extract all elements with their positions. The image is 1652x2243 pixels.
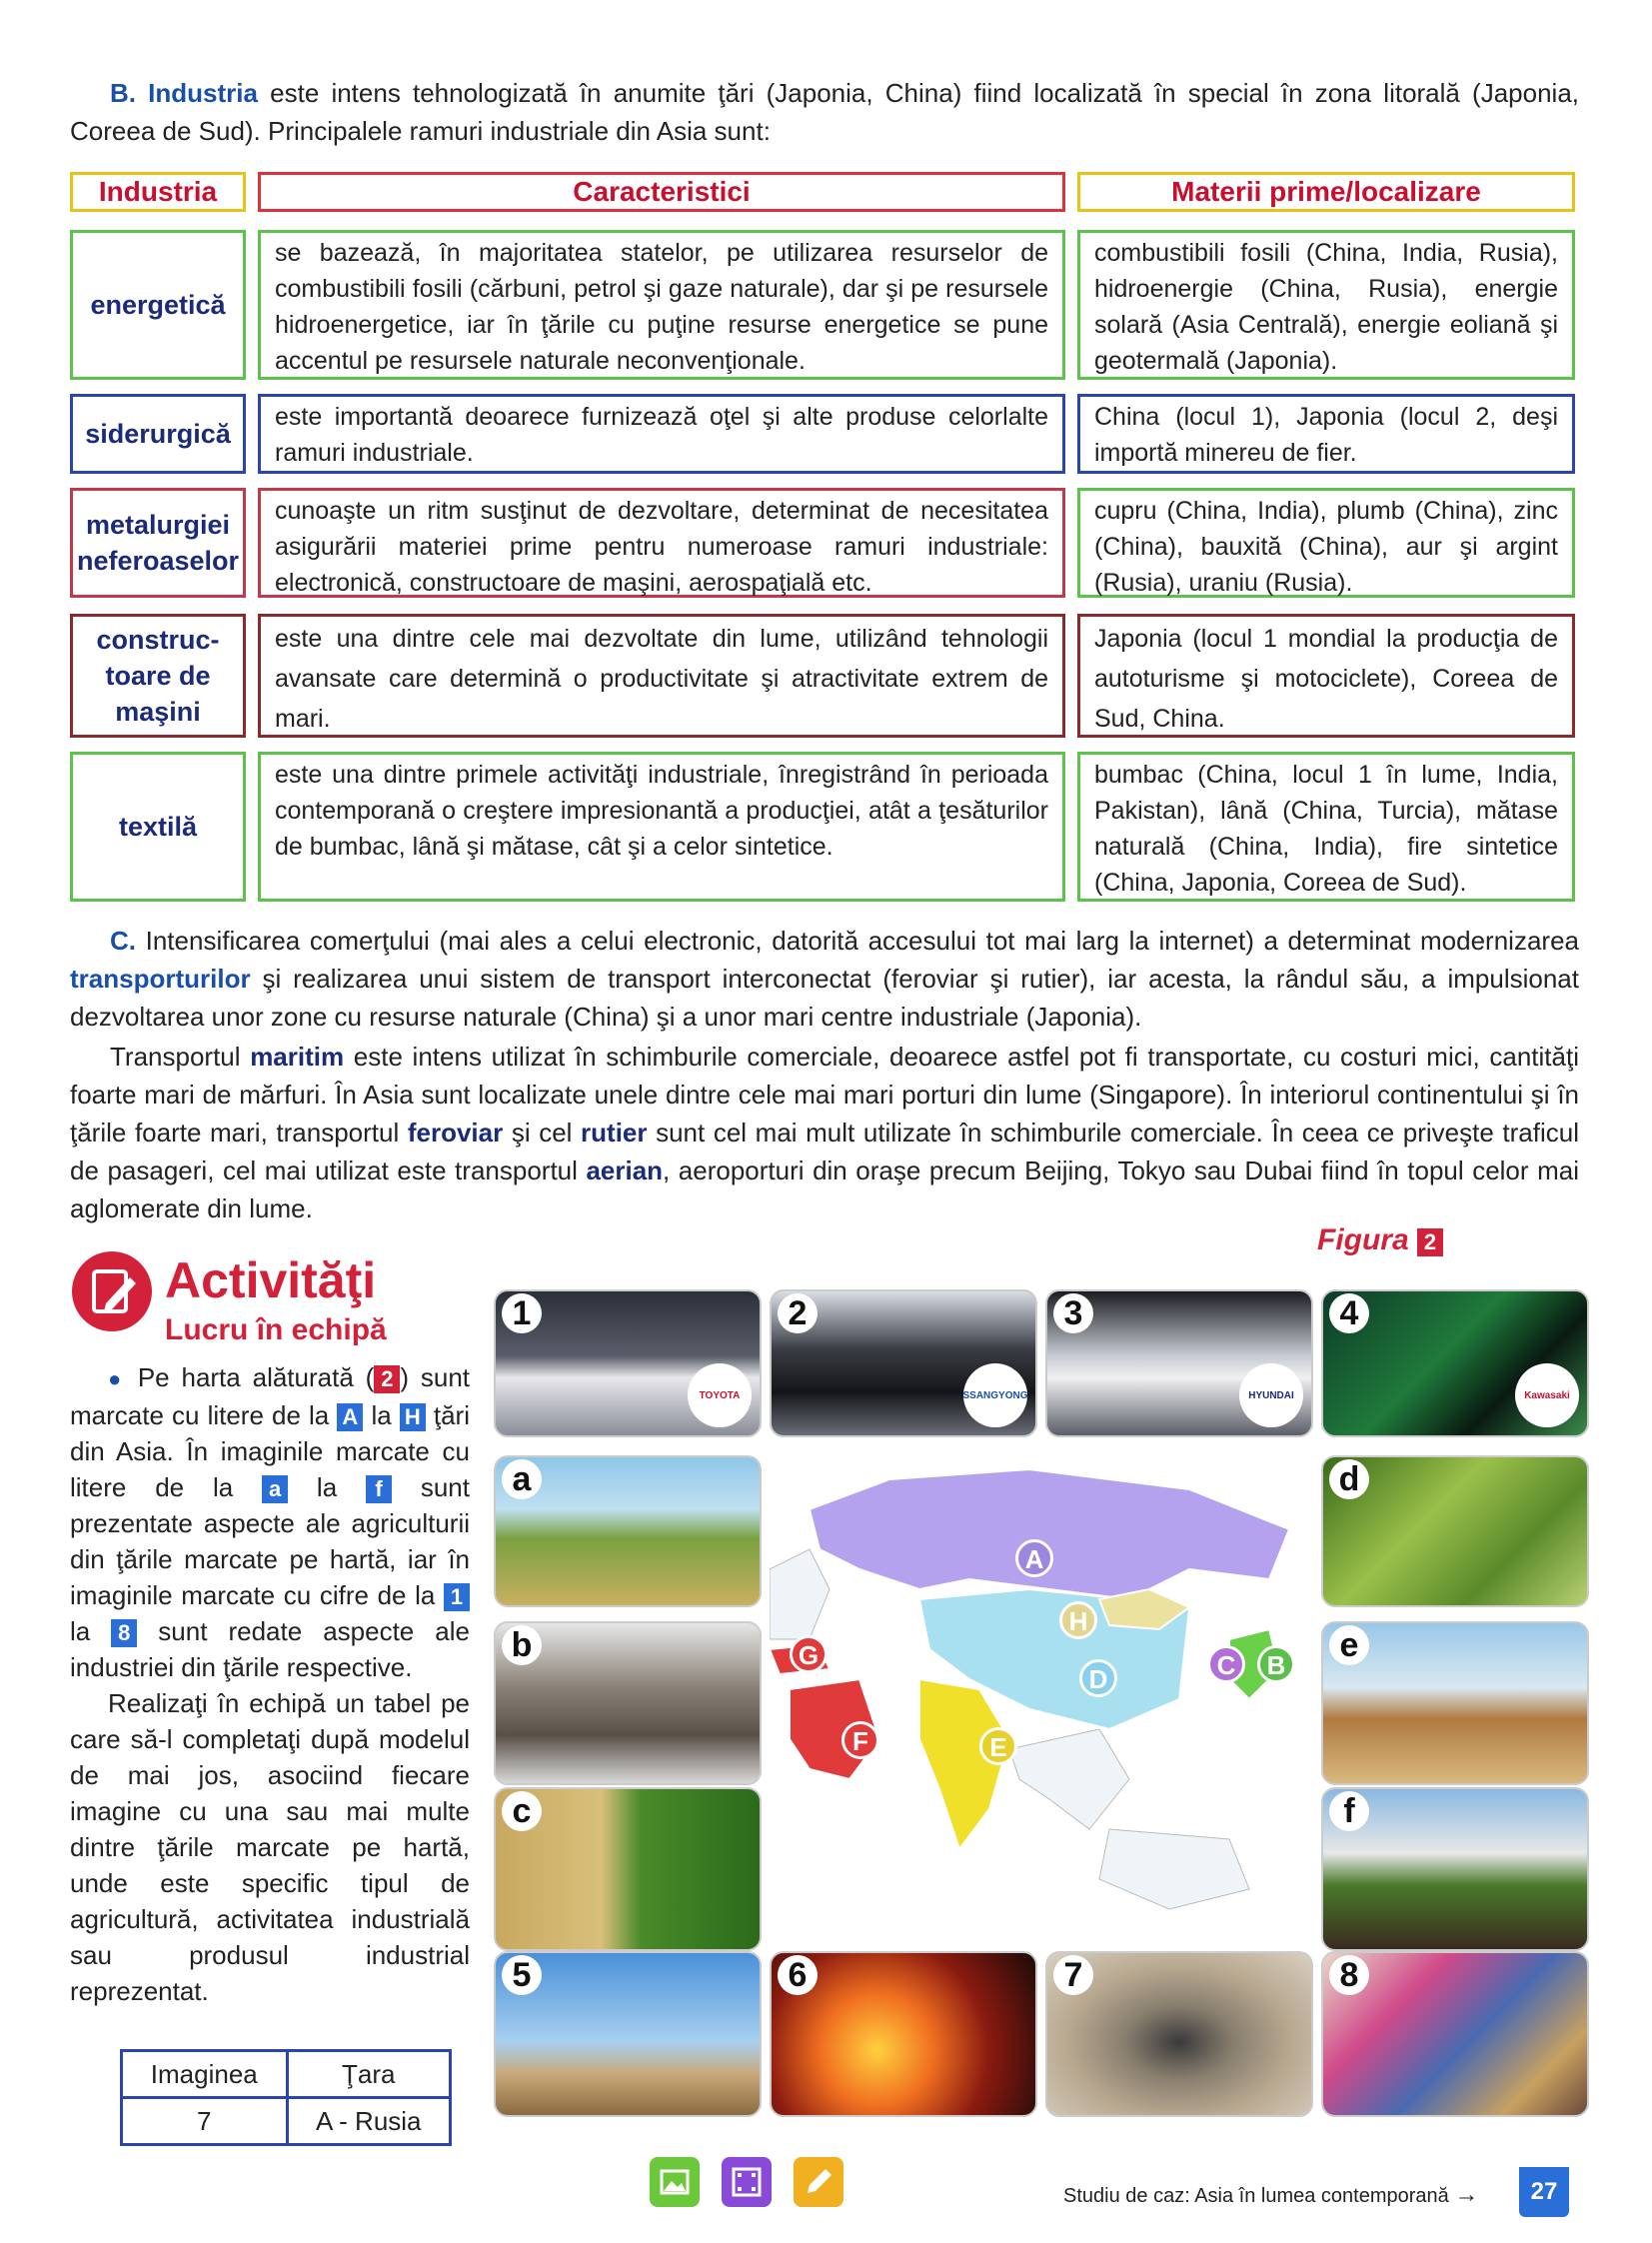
arrow-right-icon: →	[1454, 2181, 1479, 2208]
hyundai-logo: HYUNDAI	[1239, 1363, 1303, 1427]
figure-label	[1317, 1223, 1443, 1257]
ssangyong-logo: SSANGYONG	[963, 1363, 1027, 1427]
example-cell-country: A - Rusia	[287, 2098, 450, 2145]
badge-a: a	[262, 1475, 288, 1503]
photo-3-hyundai-car	[1045, 1289, 1313, 1437]
photo-7-open-pit-mine	[1045, 1951, 1313, 2117]
map-label-E: E	[979, 1727, 1017, 1765]
video-film-icon[interactable]	[722, 2157, 772, 2207]
figure-label-text: Figura	[1317, 1223, 1409, 1256]
image-gallery-icon[interactable]	[650, 2157, 700, 2207]
photo-c-corn-field	[494, 1787, 762, 1951]
photo-1-toyota-car	[494, 1289, 762, 1437]
figure-ref-badge: 2	[374, 1365, 400, 1393]
section-c-text-2c: şi cel	[503, 1118, 582, 1147]
activities-text-1: Pe harta alăturată (	[137, 1362, 375, 1392]
map-label-F: F	[841, 1721, 879, 1759]
activities-text-2: ) sunt marcate cu litere de la	[70, 1362, 470, 1430]
photo-d-rice-terraces	[1321, 1455, 1589, 1607]
section-c-text-2e: , aeroporturi din oraşe precum Beijing, Tokyo sau Dubai fiind în topul celor mai aglomerate din lume.	[70, 1155, 1579, 1223]
section-c-text-2a: Transportul	[110, 1042, 251, 1072]
section-c-paragraph-2	[70, 1038, 1579, 1227]
industry-textila: textilă	[70, 752, 246, 902]
map-label-G: G	[790, 1635, 827, 1673]
section-c-label: C.	[110, 926, 136, 956]
table-header-materials: Materii prime/localizare	[1077, 172, 1575, 212]
section-c-text-1a: Intensificarea comerţului (mai ales a celui electronic, datorită accesului tot mai larg la internet) a determinat modernizarea	[136, 926, 1579, 956]
section-b-paragraph	[70, 74, 1579, 150]
activities-text-6: sunt prezentate aspecte ale agriculturii din ţările marcate pe hartă, iar în imaginile marcate cu cifre de la	[70, 1472, 470, 1610]
table-header-characteristics: Caracteristici	[258, 172, 1065, 212]
photo-letter-d: d	[1329, 1459, 1369, 1499]
activities-subtitle: Lucru în echipă	[165, 1313, 387, 1346]
keyword-feroviar: feroviar	[407, 1118, 504, 1147]
example-header-image: Imaginea	[122, 2051, 288, 2098]
materials-metalurgie: cupru (China, India), plumb (China), zinc (China), bauxită (China), aur şi argint (Rusia), uraniu (Rusia).	[1077, 488, 1575, 598]
materials-constructoare: Japonia (locul 1 mondial la producţia de autoturisme şi motociclete), Coreea de Sud, China.	[1077, 614, 1575, 738]
section-c-text-1b: şi realizarea unui sistem de transport interconectat (feroviar şi rutier), iar acesta, la rândul său, a impulsionat dezvoltarea unor zone cu resurse naturale (China) şi a unor mari centre industriale (Japonia).	[70, 964, 1579, 1032]
activities-text-5: la	[288, 1472, 366, 1502]
badge-H: H	[400, 1403, 426, 1431]
activities-text-8: sunt redate aspecte ale industriei din ţările respective.	[70, 1616, 470, 1682]
photo-a-olive-groves	[494, 1455, 762, 1607]
industry-constructoare: construc-toare de maşini	[70, 614, 246, 738]
badge-8: 8	[111, 1619, 137, 1647]
section-b-text: este intens tehnologizată în anumite ţări (Japonia, China) fiind localizată în special în zona litorală (Japonia, Coreea de Sud). Principalele ramuri industriale din Asia sunt:	[70, 78, 1580, 146]
pencil-note-icon	[72, 1251, 152, 1331]
map-label-A: A	[1015, 1539, 1053, 1577]
map-label-C: C	[1207, 1645, 1245, 1683]
characteristics-metalurgie: cunoaşte un ritm susţinut de dezvoltare, determinat de necesitatea asigurării materiei prime pentru numeroase ramuri industriale: electronică, constructoare de maşini, aerospaţială etc.	[258, 488, 1065, 598]
photo-number-8: 8	[1329, 1955, 1369, 1995]
example-header-country: Ţara	[287, 2051, 450, 2098]
badge-f: f	[366, 1475, 392, 1503]
photo-number-7: 7	[1053, 1955, 1093, 1995]
photo-letter-f: f	[1329, 1791, 1369, 1831]
kawasaki-logo: Kawasaki	[1515, 1363, 1579, 1427]
keyword-aerian: aerian	[586, 1155, 664, 1185]
materials-siderurgica: China (locul 1), Japonia (locul 2, deşi importă minereu de fier.	[1077, 394, 1575, 474]
badge-A: A	[337, 1403, 363, 1431]
photo-number-6: 6	[778, 1955, 818, 1995]
activities-text-4: ţări din Asia. În imaginile marcate cu litere de la	[70, 1400, 470, 1502]
photo-letter-a: a	[502, 1459, 542, 1499]
photo-number-3: 3	[1053, 1293, 1093, 1333]
keyword-rutier: rutier	[581, 1118, 648, 1147]
photo-e-camels	[1321, 1621, 1589, 1785]
activities-instructions	[70, 1359, 470, 2009]
photo-f-yaks-yurts	[1321, 1787, 1589, 1951]
industry-siderurgica: siderurgică	[70, 394, 246, 474]
asia-map	[770, 1449, 1313, 1949]
photo-b-reindeer	[494, 1621, 762, 1785]
photo-8-textile-workers	[1321, 1951, 1589, 2117]
toyota-logo: TOYOTA	[688, 1363, 752, 1427]
map-label-H: H	[1059, 1601, 1097, 1639]
materials-textila: bumbac (China, locul 1 în lume, India, Pakistan), lână (China, Turcia), mătase naturală (China, India), fire sintetice (China, Japonia, Coreea de Sud).	[1077, 752, 1575, 902]
activities-text-3: la	[363, 1400, 400, 1430]
industry-metalurgie: metalurgiei neferoaselor	[70, 488, 246, 598]
photo-number-4: 4	[1329, 1293, 1369, 1333]
photo-letter-b: b	[502, 1625, 542, 1665]
badge-1: 1	[444, 1583, 470, 1611]
activities-text-7: la	[70, 1616, 112, 1646]
section-b-label: B. Industria	[110, 78, 258, 108]
keyword-transporturilor: transporturilor	[70, 964, 251, 994]
photo-number-5: 5	[502, 1955, 542, 1995]
section-c-text-2b: este intens utilizat în schimburile comerciale, deoarece astfel pot fi transportate, cu costuri mici, cantităţi foarte mari de mărfuri. În Asia sunt localizate unele dintre cele mai mari porturi din lume (Singapore). În interiorul continentului şi în ţările foarte mari, transportul	[70, 1042, 1579, 1147]
photo-6-steel-mill	[770, 1951, 1037, 2117]
example-cell-image: 7	[122, 2098, 288, 2145]
photo-number-2: 2	[778, 1293, 818, 1333]
activities-title: Activităţi	[165, 1252, 377, 1308]
footer-caption	[1063, 2181, 1478, 2209]
example-table	[120, 2049, 452, 2146]
keyword-maritim: maritim	[250, 1042, 345, 1072]
photo-letter-c: c	[502, 1791, 542, 1831]
photo-2-ssangyong-car	[770, 1289, 1037, 1437]
table-header-industry: Industria	[70, 172, 246, 212]
figure-number-badge: 2	[1417, 1228, 1443, 1256]
section-c-paragraph-1	[70, 922, 1579, 1036]
characteristics-energetica: se bazează, în majoritatea statelor, pe utilizarea resurselor de combustibili fosili (cărbuni, petrol şi gaze naturale), dar şi pe resursele hidroenergetice, iar în ţările cu puţine resurse energetice se pune accentul pe resursele naturale neconvenţionale.	[258, 230, 1065, 380]
photo-number-1: 1	[502, 1293, 542, 1333]
materials-energetica: combustibili fosili (China, India, Rusia), hidroenergie (China, Rusia), energie solară (Asia Centrală), energie eoliană şi geotermală (Japonia).	[1077, 230, 1575, 380]
section-c-text-2d: sunt cel mai mult utilizate în schimburile comerciale. În ceea ce priveşte traficul de pasageri, cel mai utilizat este transportul	[70, 1118, 1580, 1185]
activities-paragraph-2: Realizaţi în echipă un tabel pe care să-l completaţi după modelul de mai jos, asociind fiecare imagine cu una sau mai multe dintre ţările marcate pe hartă, unde este specific tipul de agricultură, activitatea industrială sau produsul industrial reprezentat.	[70, 1688, 470, 2006]
page-number: 27	[1519, 2167, 1569, 2217]
industry-energetica: energetică	[70, 230, 246, 380]
bullet-icon: ●	[108, 1366, 126, 1391]
pencil-edit-icon[interactable]	[794, 2157, 843, 2207]
map-label-B: B	[1257, 1645, 1295, 1683]
map-label-D: D	[1079, 1659, 1117, 1697]
photo-letter-e: e	[1329, 1625, 1369, 1665]
photo-4-kawasaki-motorcycle	[1321, 1289, 1589, 1437]
footer-text: Studiu de caz: Asia în lumea contemporană	[1063, 2185, 1449, 2207]
photo-5-oil-pump	[494, 1951, 762, 2117]
characteristics-siderurgica: este importantă deoarece furnizează oţel şi alte produse celorlalte ramuri industriale.	[258, 394, 1065, 474]
characteristics-constructoare: este una dintre cele mai dezvoltate din lume, utilizând tehnologii avansate care determină o productivitate şi atractivitate extrem de mari.	[258, 614, 1065, 738]
characteristics-textila: este una dintre primele activităţi industriale, înregistrând în perioada contemporană o creştere impresionantă a producţiei, atât a ţesăturilor de bumbac, lână şi mătase, cât şi a celor sintetice.	[258, 752, 1065, 902]
